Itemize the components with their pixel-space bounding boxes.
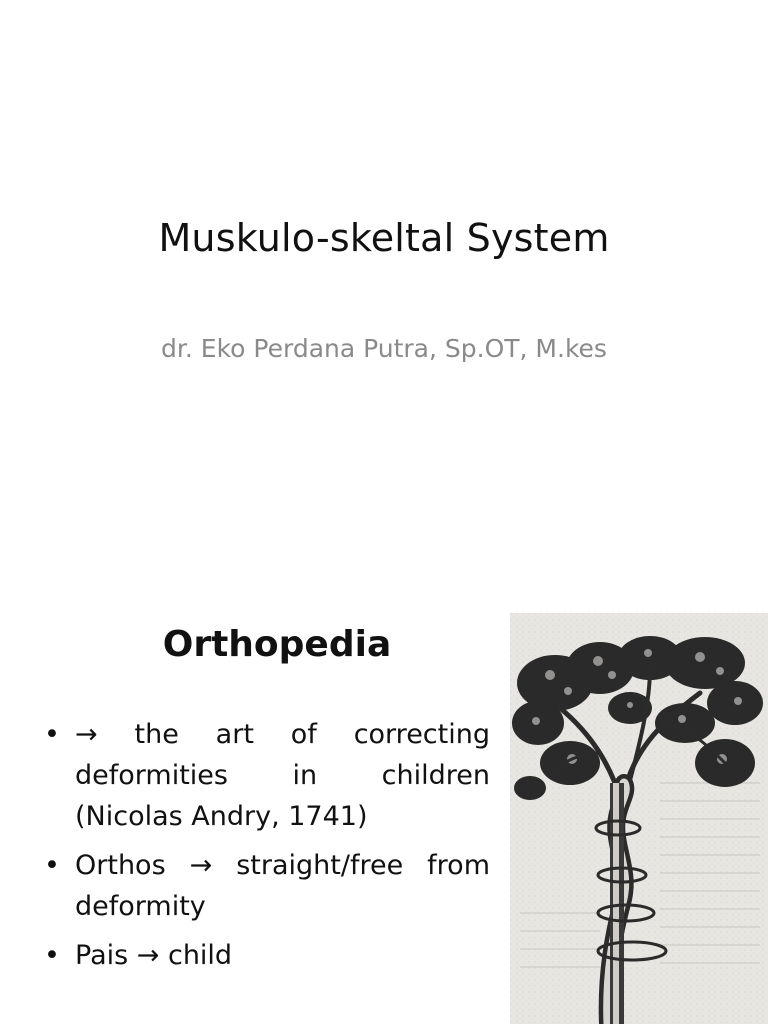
orthopedia-heading: Orthopedia bbox=[162, 624, 392, 665]
arrow-icon: → bbox=[189, 850, 213, 881]
bullet-icon: • bbox=[44, 940, 60, 971]
bullet-lead: Pais bbox=[75, 940, 137, 971]
definition-list bbox=[44, 714, 490, 984]
list-item bbox=[44, 714, 490, 837]
crooked-tree-splinted-icon bbox=[510, 613, 768, 1024]
bullet-text: straight/free from deformity bbox=[75, 850, 490, 922]
slide-subtitle-author: dr. Eko Perdana Putra, Sp.OT, M.kes bbox=[161, 334, 607, 363]
list-item bbox=[44, 845, 490, 927]
slide-orthopedia bbox=[0, 576, 768, 1024]
tree-illustration bbox=[510, 613, 768, 1024]
arrow-icon: → bbox=[75, 719, 98, 750]
bullet-icon: • bbox=[44, 719, 60, 750]
bullet-lead: Orthos bbox=[75, 850, 190, 881]
slide-title-heading: Muskulo-skeltal System bbox=[158, 216, 610, 260]
arrow-icon: → bbox=[136, 940, 160, 971]
bullet-text: child bbox=[159, 940, 233, 971]
bullet-text: the art of correcting deformities in children (Nicolas Andry, 1741) bbox=[75, 719, 490, 832]
bullet-icon: • bbox=[44, 850, 60, 881]
list-item bbox=[44, 935, 490, 976]
